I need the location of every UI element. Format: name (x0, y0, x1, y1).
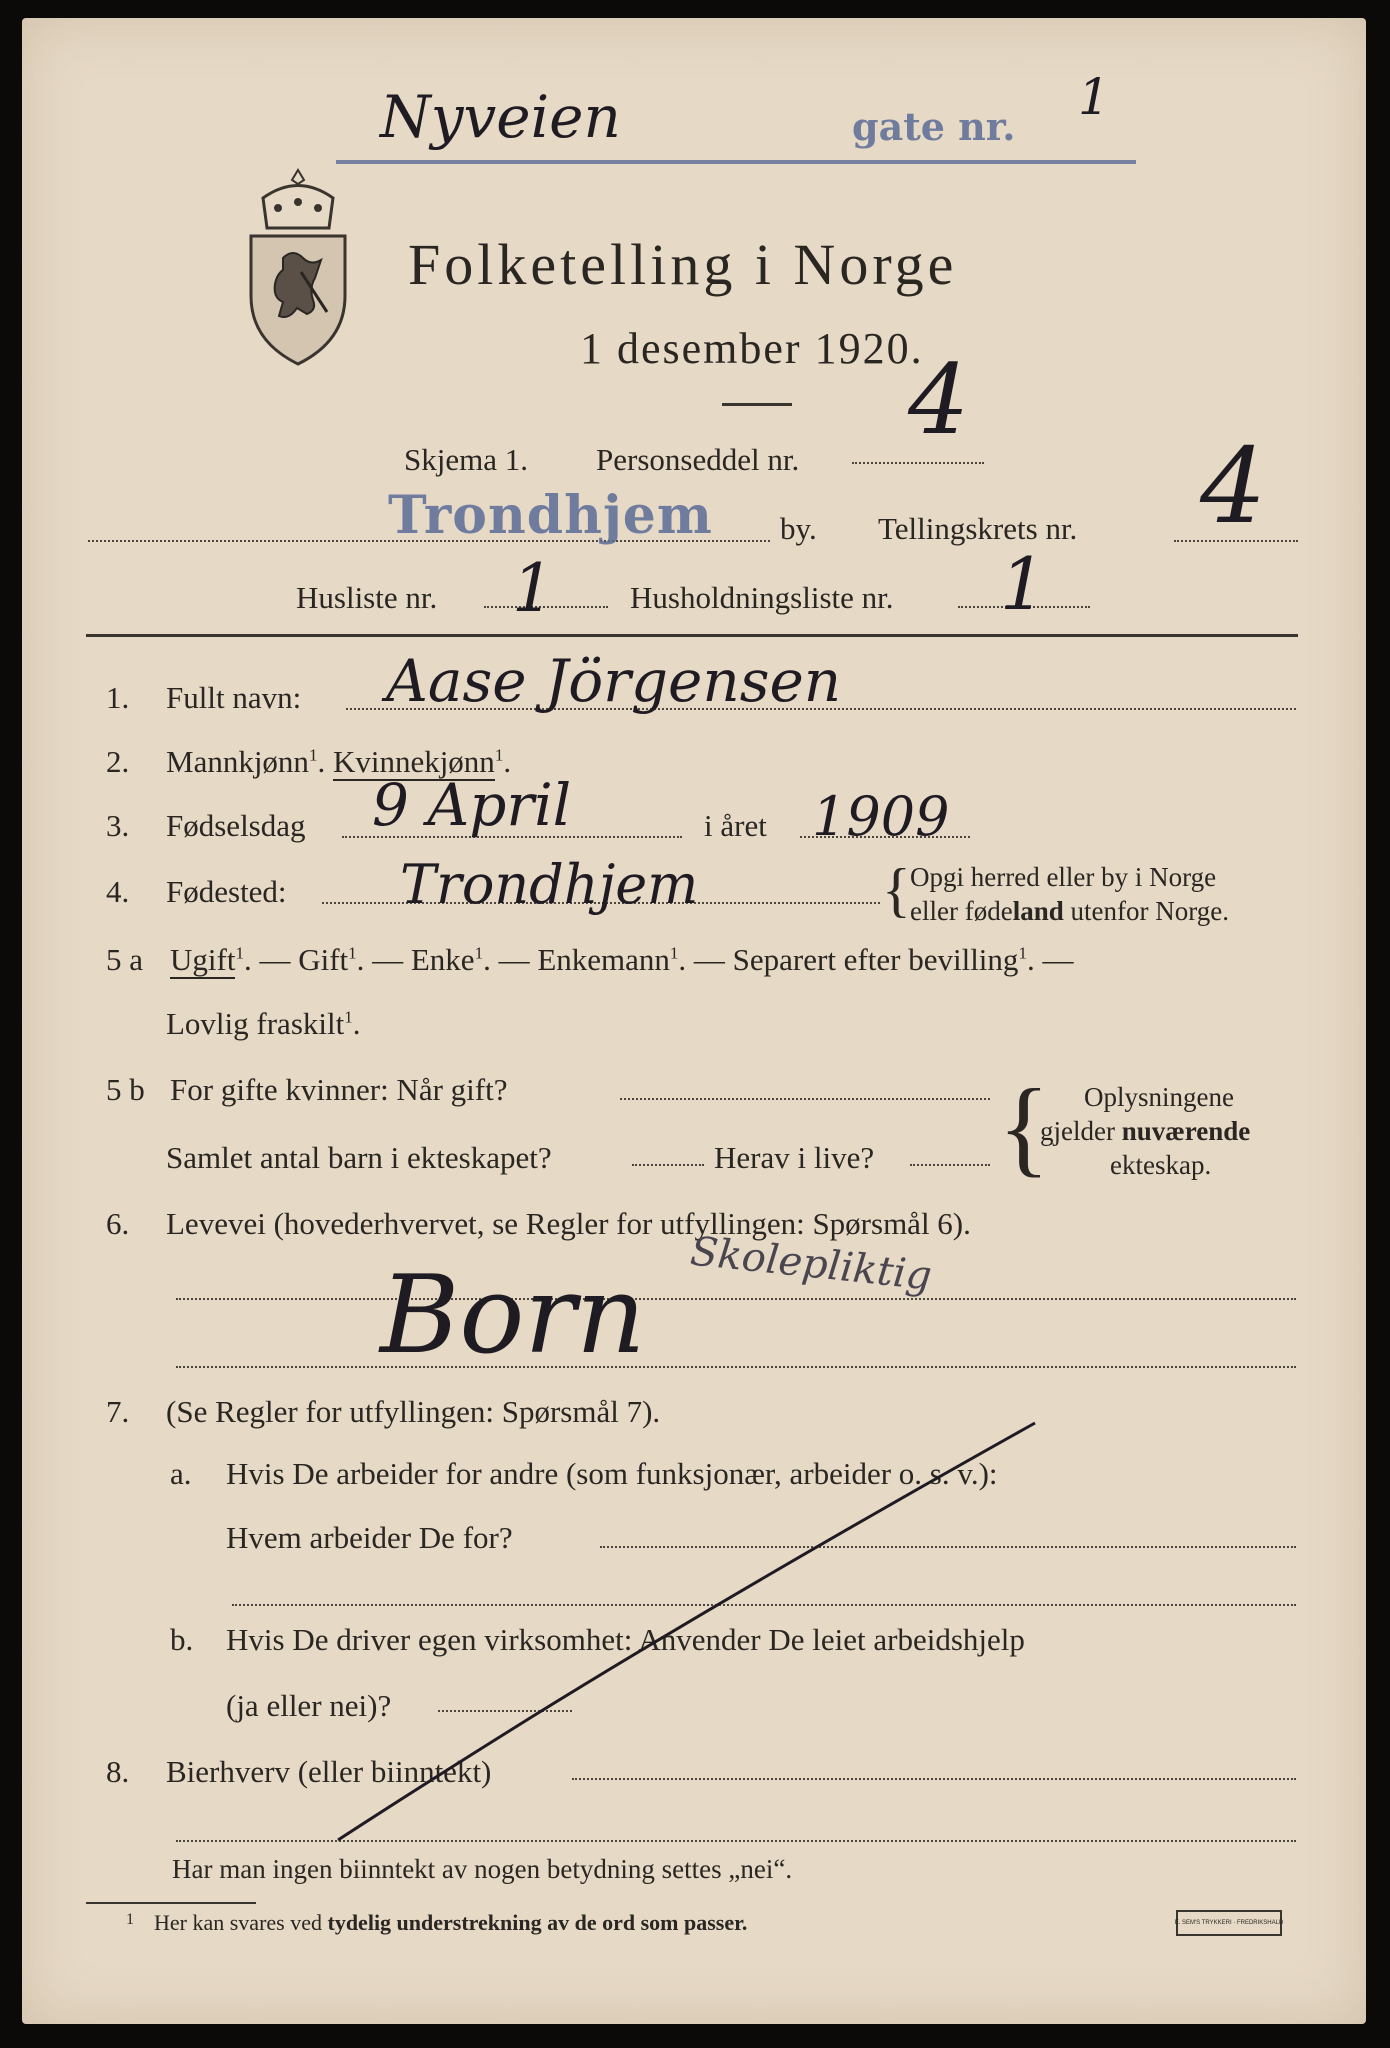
q4-note-line2-b: land (1012, 896, 1064, 926)
q7-number: 7. (106, 1394, 130, 1429)
q7a-question: Hvem arbeider De for? (226, 1520, 513, 1555)
husholdning-label: Husholdningsliste nr. (630, 580, 894, 615)
q5b-living-line (910, 1164, 990, 1166)
q5a-separert-footnote-marker: 1 (1018, 943, 1027, 963)
q5a-option-enke[interactable]: Enke (410, 942, 475, 977)
q5b-children-line (632, 1164, 704, 1166)
q2-male-dot: . (317, 744, 326, 779)
census-date: 1 desember 1920. (580, 324, 924, 373)
q5a-enke-footnote-marker: 1 (474, 943, 484, 963)
q8-label: Bierhverv (eller biinntekt) (166, 1754, 492, 1789)
street-handwritten: Nyveien (380, 83, 621, 151)
q4-note-line1: Opgi herred eller by i Norge (910, 862, 1217, 892)
q5a-dash-2: — (372, 942, 404, 977)
q4-brace: { (882, 857, 911, 923)
q6-value-note: Skolepliktig (688, 1228, 934, 1300)
street-number-handwritten: 1 (1078, 68, 1110, 126)
q2-male-footnote-marker: 1 (308, 745, 318, 765)
q5b-note-line1: Oplysningene (1084, 1082, 1234, 1112)
q5a-dash-1: — (259, 942, 291, 977)
footnote-divider (86, 1902, 256, 1904)
q4-note-line2-a: eller føde (910, 896, 1013, 926)
q5a-gift-footnote-marker: 1 (348, 943, 357, 963)
q5a-option-fraskilt[interactable]: Lovlig fraskilt (166, 1006, 345, 1041)
q5a-fraskilt-footnote-marker: 1 (344, 1007, 353, 1027)
q3-year-label: i året (704, 808, 767, 843)
personseddel-line (852, 462, 984, 464)
q2-male-option[interactable]: Mannkjønn (166, 744, 309, 779)
q7a-letter: a. (170, 1456, 192, 1491)
q4-label: Fødested: (166, 874, 287, 909)
footnote-text (154, 1912, 747, 1934)
street-stamp-label: gate nr. (852, 104, 1016, 149)
q5b-brace: { (998, 1068, 1050, 1187)
husliste-value: 1 (512, 550, 554, 627)
q3-number: 3. (106, 808, 130, 843)
footnote-text-b: tydelig understrekning av de ord som passer. (327, 1910, 748, 1935)
krets-value: 4 (1200, 425, 1267, 547)
title-divider (722, 403, 792, 406)
q7b-question: (ja eller nei)? (226, 1688, 392, 1723)
husholdning-value: 1 (1000, 542, 1046, 626)
q5b-note-line3: ekteskap. (1110, 1150, 1212, 1180)
q5b-question-living: Herav i live? (714, 1140, 875, 1175)
printer-mark (1176, 1910, 1282, 1936)
q2-female-footnote-marker: 1 (494, 745, 504, 765)
q4-value[interactable]: Trondhjem (400, 853, 699, 916)
q7-label: (Se Regler for utfyllingen: Spørsmål 7). (166, 1394, 661, 1429)
q5a-options-line1: Ugift$^1$. — Gift$^1$. — Enke$^1$. — Enkemann$^1$. — Separert efter bevilling$^1$. — (170, 942, 1074, 977)
q1-value[interactable]: Aase Jörgensen (386, 647, 842, 715)
q3-label: Fødselsdag (166, 808, 306, 843)
q5b-married-line (620, 1098, 990, 1100)
by-label: by. (780, 511, 817, 546)
q7a-text: Hvis De arbeider for andre (som funksjonær, arbeider o. s. v.): (226, 1456, 998, 1491)
footnote-text-a: Her kan svares ved (154, 1910, 328, 1935)
q8-number: 8. (106, 1754, 130, 1789)
q7b-text: Hvis De driver egen virksomhet: Anvender De leiet arbeidshjelp (226, 1622, 1025, 1657)
q5a-options-line2: Lovlig fraskilt$^1$. (166, 1006, 361, 1041)
q8-note: Har man ingen biinntekt av nogen betydning settes „nei“. (172, 1854, 793, 1884)
form-title: Folketelling i Norge (408, 232, 958, 297)
q3-year-value[interactable]: 1909 (812, 785, 950, 848)
q5b-number: 5 b (106, 1072, 145, 1107)
q5a-option-separert[interactable]: Separert efter bevilling (732, 942, 1019, 977)
q5b-question-married: For gifte kvinner: Når gift? (170, 1072, 508, 1107)
norway-coat-of-arms-icon (243, 168, 353, 368)
strike-through-line (320, 1418, 1040, 1848)
personseddel-label: Personseddel nr. (596, 442, 800, 477)
q5b-question-children: Samlet antal barn i ekteskapet? (166, 1140, 552, 1175)
q4-number: 4. (106, 874, 130, 909)
q3-day-value[interactable]: 9 April (372, 771, 572, 839)
q6-label: Levevei (hovederhvervet, se Regler for utfyllingen: Spørsmål 6). (166, 1206, 971, 1241)
footnote-marker: 1 (126, 1911, 134, 1928)
q5b-note-line2 (1040, 1118, 1250, 1145)
personseddel-value: 4 (908, 344, 970, 456)
q5a-dash-4: — (693, 942, 725, 977)
header-divider (86, 634, 1298, 637)
q2-female-dot: . (503, 744, 512, 779)
city-stamp[interactable]: Trondhjem (388, 485, 713, 546)
husliste-label: Husliste nr. (296, 580, 438, 615)
q5b-note-line2-a: gjelder (1040, 1116, 1122, 1146)
q5b-note-line2-b: nuværende (1121, 1116, 1251, 1146)
q5a-dash-3: — (498, 942, 530, 977)
q4-note-line2-c: utenfor Norge. (1063, 896, 1229, 926)
q2-female-option[interactable]: Kvinnekjønn (332, 744, 495, 779)
q6-value-main[interactable]: Born (380, 1253, 646, 1378)
schema-label: Skjema 1. (404, 442, 528, 477)
q4-note-line2 (910, 898, 1229, 925)
q5a-option-enkemann[interactable]: Enkemann (537, 942, 670, 977)
q5a-option-ugift[interactable]: Ugift (170, 942, 236, 977)
q2-number: 2. (106, 744, 130, 779)
printer-mark-text: E. SEM'S TRYKKERI · FREDRIKSHALD (1174, 1920, 1284, 1926)
q5a-enkemann-footnote-marker: 1 (669, 943, 679, 963)
q1-number: 1. (106, 680, 130, 715)
q5a-number: 5 a (106, 942, 144, 977)
krets-label: Tellingskrets nr. (878, 511, 1078, 546)
q7b-letter: b. (170, 1622, 194, 1657)
q6-number: 6. (106, 1206, 130, 1241)
q5a-ugift-footnote-marker: 1 (235, 943, 244, 963)
q6-line-1 (176, 1298, 1296, 1300)
street-stamp-rule (336, 160, 1136, 164)
q5a-dash-5: — (1042, 942, 1074, 977)
q5a-option-gift[interactable]: Gift (298, 942, 349, 977)
q1-label: Fullt navn: (166, 680, 302, 715)
q6-line-2 (176, 1366, 1296, 1368)
